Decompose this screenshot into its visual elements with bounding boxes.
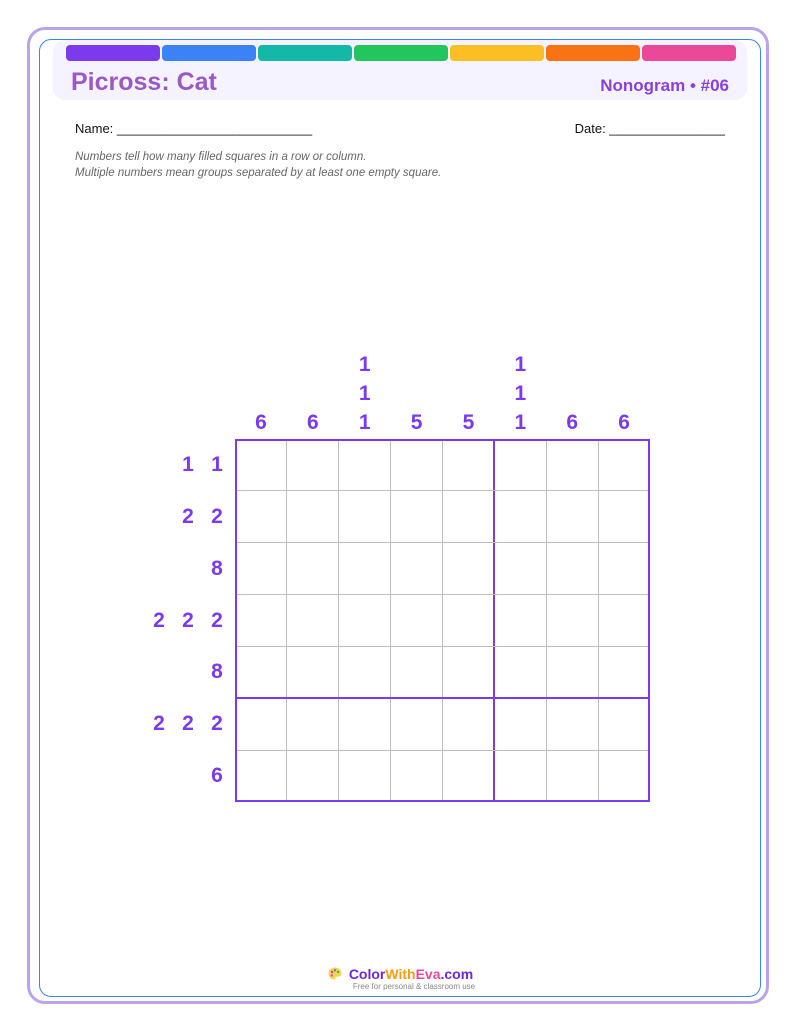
- column-clue: 1: [358, 411, 371, 434]
- grid-column-line: [598, 441, 599, 800]
- column-clue: 1: [358, 382, 371, 405]
- grid-column-line: [493, 441, 496, 800]
- brand-eva: Eva: [415, 966, 441, 982]
- column-clue: 1: [514, 353, 527, 376]
- rainbow-segment: [546, 45, 640, 61]
- grid-row-line: [237, 750, 648, 751]
- grid-column-line: [286, 441, 287, 800]
- row-clue: 2: [182, 608, 194, 632]
- grid-row-line: [237, 697, 648, 700]
- column-clue: 6: [255, 411, 267, 434]
- column-clue: 5: [410, 411, 423, 434]
- row-clue: 2: [211, 504, 223, 528]
- row-clue: 8: [211, 660, 223, 684]
- row-clue: 2: [211, 608, 223, 632]
- date-field[interactable]: Date: ________________: [574, 121, 725, 136]
- column-clue: 1: [514, 411, 527, 434]
- row-clue: 2: [182, 712, 194, 736]
- grid-column-line: [442, 441, 443, 800]
- grid-row-line: [237, 490, 648, 491]
- row-clue: 2: [182, 504, 194, 528]
- rainbow-segment: [258, 45, 352, 61]
- rainbow-bar: [66, 45, 736, 61]
- column-clue: 6: [306, 411, 319, 434]
- brand-tld: .com: [440, 966, 474, 982]
- puzzle-grid[interactable]: [235, 439, 650, 802]
- row-clue: 8: [211, 556, 223, 580]
- row-clue: 1: [211, 452, 223, 476]
- brand-with: With: [385, 966, 416, 982]
- column-clue: 6: [618, 411, 630, 434]
- column-clue: 1: [514, 382, 527, 405]
- instructions: [75, 149, 441, 181]
- palette-icon: [327, 966, 343, 982]
- row-clue: 6: [211, 764, 223, 788]
- name-field[interactable]: Name: ___________________________: [75, 121, 313, 136]
- grid-row-line: [237, 542, 648, 543]
- brand-color: Color: [348, 966, 386, 982]
- row-clue: 2: [211, 712, 223, 736]
- column-clue: 6: [566, 411, 579, 434]
- grid-column-line: [390, 441, 391, 800]
- row-clue: 2: [153, 608, 165, 632]
- brand-logo: [0, 966, 800, 982]
- grid-column-line: [338, 441, 339, 800]
- instruction-line-2: Multiple numbers mean groups separated by at least one empty square.: [75, 167, 442, 179]
- footer-tagline: Free for personal & classroom use: [352, 982, 476, 991]
- rainbow-segment: [162, 45, 256, 61]
- column-clue: 5: [462, 411, 475, 434]
- rainbow-segment: [354, 45, 448, 61]
- rainbow-segment: [450, 45, 544, 61]
- rainbow-segment: [642, 45, 736, 61]
- row-clue: 2: [153, 712, 165, 736]
- row-clue: 1: [182, 452, 194, 476]
- puzzle-number: Nonogram • #06: [600, 76, 729, 95]
- column-clue: 1: [358, 353, 371, 376]
- footer: [0, 966, 800, 991]
- grid-column-line: [546, 441, 547, 800]
- grid-row-line: [237, 646, 648, 647]
- page-title: Picross: Cat: [71, 68, 217, 96]
- instruction-line-1: Numbers tell how many filled squares in a row or column.: [75, 151, 367, 163]
- rainbow-segment: [66, 45, 160, 61]
- grid-row-line: [237, 594, 648, 595]
